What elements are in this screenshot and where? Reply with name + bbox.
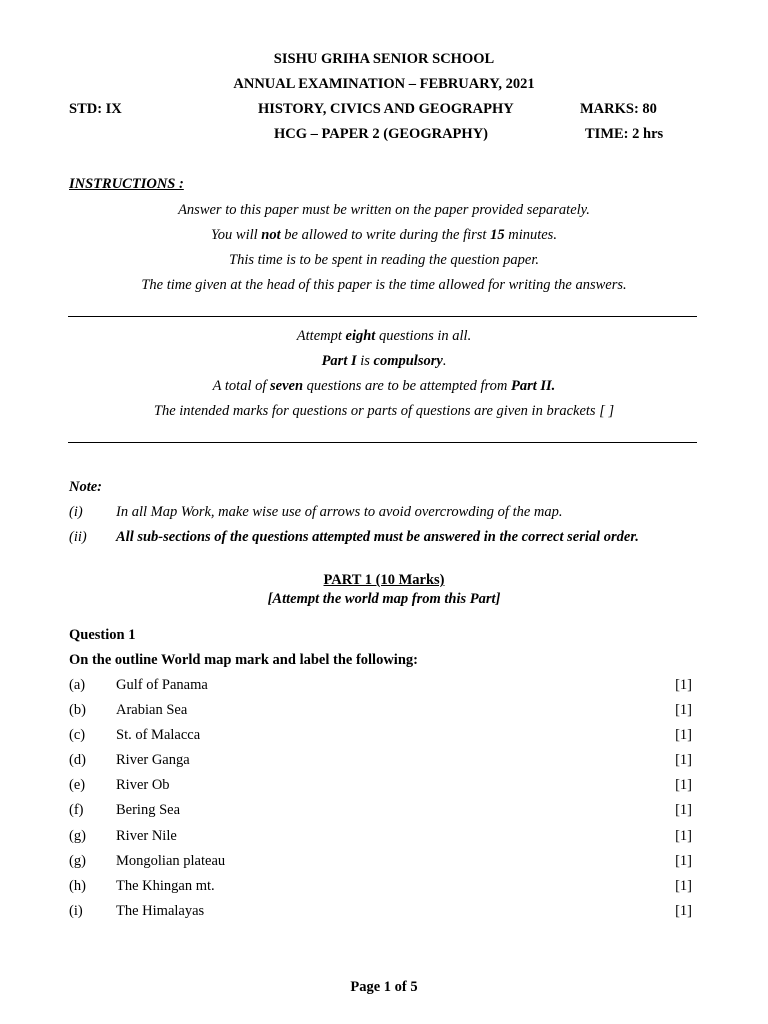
item-number: (f) xyxy=(69,802,84,818)
item-number: (h) xyxy=(69,878,86,894)
instruction-line: Part I is compulsory. xyxy=(321,353,447,369)
item-text: Arabian Sea xyxy=(116,702,188,718)
time-label: TIME: 2 hrs xyxy=(585,126,664,142)
note-text: All sub-sections of the questions attempted must be answered in the correct serial order. xyxy=(116,529,639,545)
item-text: St. of Malacca xyxy=(116,727,201,743)
instructions-heading: INSTRUCTIONS : xyxy=(69,176,184,192)
item-text: Mongolian plateau xyxy=(116,853,226,869)
note-text: In all Map Work, make wise use of arrows to avoid overcrowding of the map. xyxy=(116,504,563,520)
item-text: Gulf of Panama xyxy=(116,677,208,693)
item-marks: [1] xyxy=(675,802,692,818)
item-number: (c) xyxy=(69,727,86,743)
school-name: SISHU GRIHA SENIOR SCHOOL xyxy=(273,51,495,67)
item-marks: [1] xyxy=(675,878,692,894)
instruction-line: The time given at the head of this paper is the time allowed for writing the answers. xyxy=(141,277,627,293)
item-number: (e) xyxy=(69,777,86,793)
instruction-line: You will not be allowed to write during the first 15 minutes. xyxy=(211,227,557,243)
item-number: (d) xyxy=(69,752,86,768)
item-number: (g) xyxy=(69,828,86,844)
instruction-line: Attempt eight questions in all. xyxy=(296,328,472,344)
item-text: River Nile xyxy=(116,828,177,844)
item-text: The Khingan mt. xyxy=(116,878,215,894)
item-marks: [1] xyxy=(675,853,692,869)
item-number: (b) xyxy=(69,702,86,718)
page-number: Page 1 of 5 xyxy=(350,979,418,995)
paper-label: HCG – PAPER 2 (GEOGRAPHY) xyxy=(274,126,488,142)
note-heading: Note: xyxy=(69,479,103,495)
item-text: Bering Sea xyxy=(116,802,181,818)
note-number: (ii) xyxy=(69,529,87,545)
note-number: (i) xyxy=(69,504,83,520)
item-marks: [1] xyxy=(675,903,692,919)
question-prompt: On the outline World map mark and label the following: xyxy=(69,652,418,668)
item-marks: [1] xyxy=(675,727,692,743)
item-text: River Ob xyxy=(116,777,170,793)
item-text: The Himalayas xyxy=(116,903,205,919)
instruction-line: The intended marks for questions or parts of questions are given in brackets [ ] xyxy=(153,403,615,419)
item-marks: [1] xyxy=(675,777,692,793)
item-marks: [1] xyxy=(675,702,692,718)
exam-title: ANNUAL EXAMINATION – FEBRUARY, 2021 xyxy=(233,76,535,92)
item-marks: [1] xyxy=(675,677,692,693)
part-subtitle: [Attempt the world map from this Part] xyxy=(267,591,501,607)
instruction-line: This time is to be spent in reading the question paper. xyxy=(229,252,539,268)
instruction-line: A total of seven questions are to be attempted from Part II. xyxy=(212,378,556,394)
divider xyxy=(68,442,697,443)
subject-label: HISTORY, CIVICS AND GEOGRAPHY xyxy=(258,101,514,117)
item-text: River Ganga xyxy=(116,752,190,768)
part-title: PART 1 (10 Marks) xyxy=(323,572,445,588)
divider xyxy=(68,316,697,317)
instruction-line: Answer to this paper must be written on the paper provided separately. xyxy=(178,202,590,218)
marks-label: MARKS: 80 xyxy=(580,101,657,117)
item-number: (g) xyxy=(69,853,86,869)
question-title: Question 1 xyxy=(69,627,136,643)
item-number: (a) xyxy=(69,677,86,693)
std-label: STD: IX xyxy=(69,101,122,117)
item-number: (i) xyxy=(69,903,83,919)
item-marks: [1] xyxy=(675,752,692,768)
item-marks: [1] xyxy=(675,828,692,844)
